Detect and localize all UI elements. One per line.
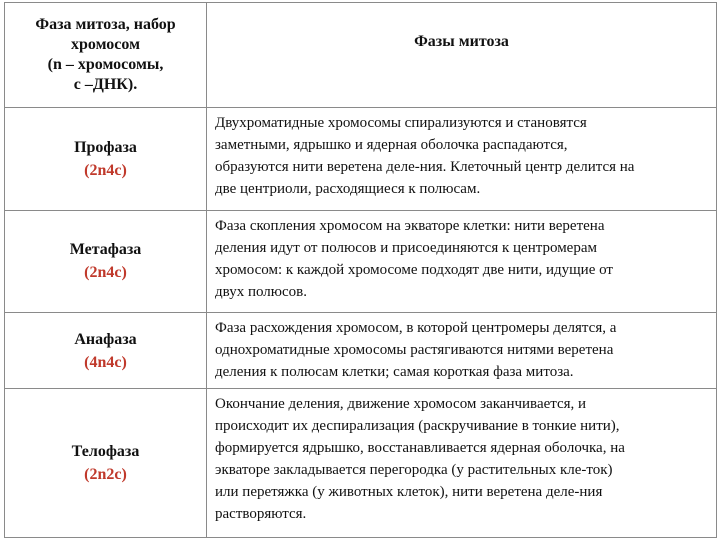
phase-formula: (2n2c) [84, 466, 127, 484]
description-line: Фаза скопления хромосом на экваторе клетки: нити веретена [215, 217, 605, 234]
header-left-line: (n – хромосомы, [47, 56, 164, 74]
header-phase-cell [5, 3, 207, 108]
phase-name-cell [5, 210, 207, 312]
description-line: формируется ядрышко, восстанавливается ядерная оболочка, на [215, 440, 625, 457]
table-row-telophase [5, 389, 717, 538]
table-row-metaphase [5, 210, 717, 312]
description-line: деления идут от полюсов и присоединяются к центромерам [215, 239, 597, 256]
description-line: Окончание деления, движение хромосом заканчивается, и [215, 396, 587, 413]
description-line: заметными, ядрышко и ядерная оболочка распадаются, [215, 137, 568, 154]
phase-name-cell [5, 108, 207, 210]
phase-name: Профаза [74, 139, 137, 157]
description-line: двух полюсов. [215, 283, 307, 300]
phase-formula: (2n4c) [84, 264, 127, 282]
phase-description [207, 313, 717, 389]
description-line: две центриоли, расходящиеся к полюсам. [215, 181, 481, 198]
description-line: Фаза расхождения хромосом, в которой центромеры делятся, а [215, 320, 617, 337]
description-line: экваторе закладывается перегородка (у растительных кле-ток) [215, 462, 613, 479]
description-line: деления к полюсам клетки; самая короткая фаза митоза. [215, 364, 574, 381]
header-row [5, 3, 717, 108]
header-left-line: c –ДНК). [73, 76, 138, 94]
description-line: однохроматидные хромосомы растягиваются нитями веретена [215, 342, 614, 359]
phase-formula: (2n4c) [84, 162, 127, 180]
table-row-prophase [5, 108, 717, 210]
phase-name: Телофаза [71, 443, 140, 461]
mitosis-phases-table [4, 2, 717, 538]
phase-formula: (4n4c) [84, 353, 127, 371]
phase-description [207, 108, 717, 210]
header-left-line: Фаза митоза, набор [35, 16, 176, 34]
header-phases-cell: Фазы митоза [207, 3, 717, 108]
description-line: или перетяжка (у животных клеток), нити веретена деле-ния [215, 484, 603, 501]
description-line: растворяются. [215, 506, 307, 523]
phase-name: Метафаза [69, 241, 142, 259]
phase-name-cell [5, 313, 207, 389]
phase-description [207, 389, 717, 538]
phase-name-cell [5, 389, 207, 538]
header-left-line: хромосом [71, 36, 140, 54]
table-row-anaphase [5, 313, 717, 389]
description-line: происходит их деспирализация (раскручивание в тонкие нити), [215, 418, 620, 435]
description-line: Двухроматидные хромосомы спирализуются и становятся [215, 115, 587, 132]
description-line: хромосом: к каждой хромосоме подходят две нити, идущие от [215, 261, 613, 278]
phase-name: Анафаза [74, 330, 137, 348]
description-line: образуются нити веретена деле-ния. Клеточный центр делится на [215, 159, 635, 176]
phase-description [207, 210, 717, 312]
